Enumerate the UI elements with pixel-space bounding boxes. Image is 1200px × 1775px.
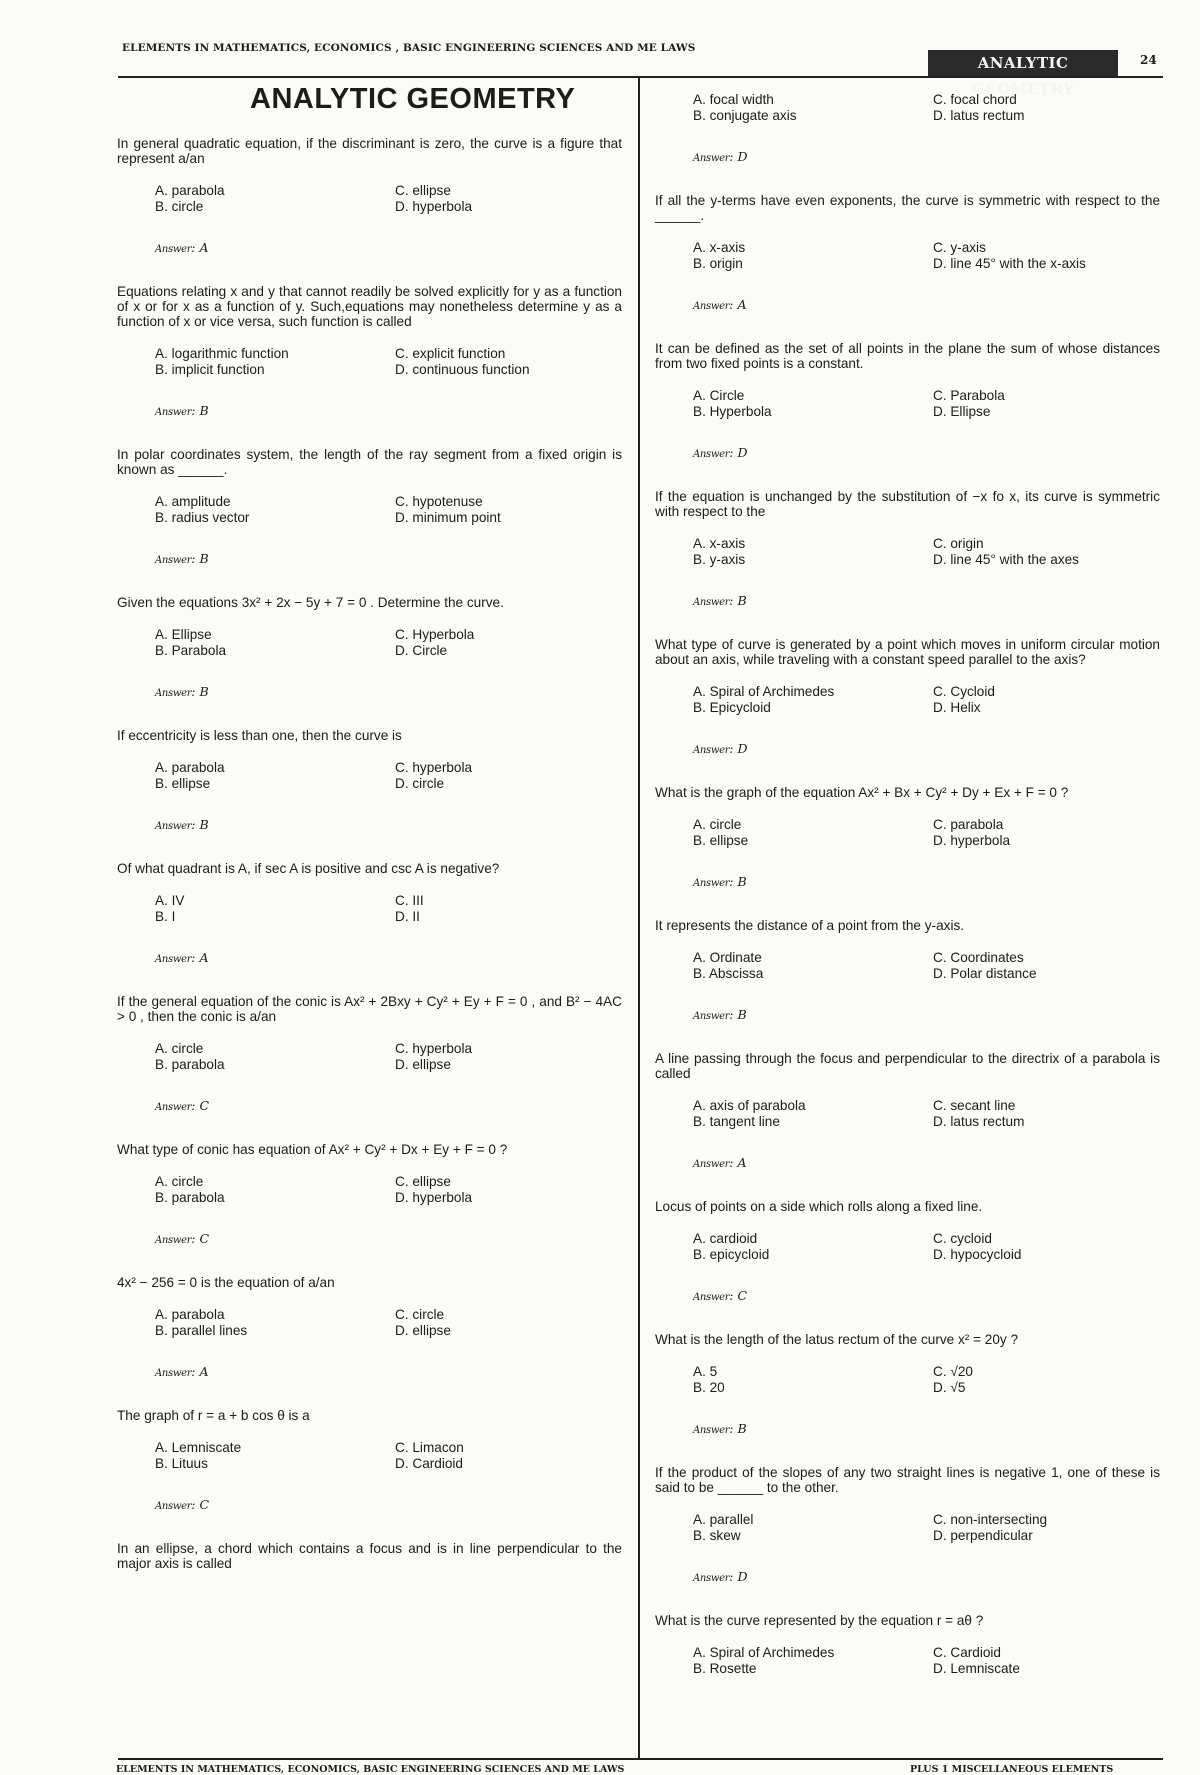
answer-separator: : bbox=[729, 1155, 738, 1170]
option-c: C. hyperbola bbox=[395, 1041, 473, 1056]
option-d: D. continuous function bbox=[395, 362, 530, 377]
question-text: In polar coordinates system, the length of the ray segment from a fixed origin is known as ______. bbox=[117, 447, 622, 477]
answer-line bbox=[693, 1422, 1160, 1438]
answer-separator: : bbox=[191, 684, 200, 699]
option-d: D. Circle bbox=[395, 643, 448, 658]
option-a: A. parabola bbox=[155, 1307, 225, 1322]
options-grid bbox=[117, 183, 622, 219]
answer-label: Answer bbox=[693, 1292, 730, 1303]
option-d: D. hypocycloid bbox=[933, 1247, 1022, 1262]
options-grid bbox=[117, 494, 622, 530]
option-a: A. focal width bbox=[693, 92, 774, 107]
answer-value: C bbox=[199, 1098, 210, 1113]
option-b: B. parabola bbox=[155, 1190, 225, 1205]
question-text: What type of curve is generated by a point which moves in uniform circular motion about an axis, while traveling with a constant speed parallel to the axis? bbox=[655, 637, 1160, 667]
options-grid bbox=[655, 536, 1160, 572]
option-d: D. line 45° with the x-axis bbox=[933, 256, 1086, 271]
answer-line bbox=[693, 1008, 1160, 1024]
page-number: 24 bbox=[1140, 53, 1157, 67]
answer-line bbox=[693, 150, 1160, 166]
option-d: D. minimum point bbox=[395, 510, 501, 525]
option-d: D. perpendicular bbox=[933, 1528, 1033, 1543]
option-a: A. axis of parabola bbox=[693, 1098, 806, 1113]
answer-separator: : bbox=[191, 1497, 200, 1512]
header-rule bbox=[118, 76, 1163, 78]
right-column bbox=[655, 92, 1160, 1703]
answer-line bbox=[155, 1232, 622, 1248]
answer-value: B bbox=[737, 874, 747, 889]
option-c: C. parabola bbox=[933, 817, 1004, 832]
option-a: A. Ordinate bbox=[693, 950, 762, 965]
option-d: D. Ellipse bbox=[933, 404, 991, 419]
answer-label: Answer bbox=[155, 688, 192, 699]
question-text: If the general equation of the conic is Ax² + 2Bxy + Cy² + Ey + F = 0 , and B² − 4AC > 0 , then the conic is a/an bbox=[117, 994, 622, 1024]
option-b: B. ellipse bbox=[155, 776, 211, 791]
option-a: A. IV bbox=[155, 893, 185, 908]
options-grid bbox=[655, 388, 1160, 424]
option-c: C. cycloid bbox=[933, 1231, 992, 1246]
question-block bbox=[117, 861, 622, 967]
answer-separator: : bbox=[729, 1569, 738, 1584]
answer-label: Answer bbox=[693, 1011, 730, 1022]
question-block bbox=[117, 1541, 622, 1571]
option-c: C. origin bbox=[933, 536, 984, 551]
answer-separator: : bbox=[729, 874, 738, 889]
option-b: B. parallel lines bbox=[155, 1323, 248, 1338]
option-d: D. Cardioid bbox=[395, 1456, 463, 1471]
answer-separator: : bbox=[729, 297, 738, 312]
option-d: D. hyperbola bbox=[933, 833, 1011, 848]
option-c: C. focal chord bbox=[933, 92, 1017, 107]
option-a: A. Lemniscate bbox=[155, 1440, 242, 1455]
option-a: A. x-axis bbox=[693, 240, 746, 255]
question-text: A line passing through the focus and perpendicular to the directrix of a parabola is called bbox=[655, 1051, 1160, 1081]
question-text: It represents the distance of a point from the y-axis. bbox=[655, 918, 965, 933]
question-text: In general quadratic equation, if the discriminant is zero, the curve is a figure that represent a/an bbox=[117, 136, 622, 166]
answer-line bbox=[155, 1099, 622, 1115]
options-grid bbox=[117, 1174, 622, 1210]
question-text: What is the length of the latus rectum of the curve x² = 20y ? bbox=[655, 1332, 1019, 1347]
question-text: If the equation is unchanged by the substitution of −x fo x, its curve is symmetric with respect to the bbox=[655, 489, 1160, 519]
option-b: B. ellipse bbox=[693, 833, 749, 848]
option-b: B. I bbox=[155, 909, 176, 924]
option-b: B. y-axis bbox=[693, 552, 746, 567]
question-text: Given the equations 3x² + 2x − 5y + 7 = 0 . Determine the curve. bbox=[117, 595, 504, 610]
option-c: C. circle bbox=[395, 1307, 445, 1322]
options-grid bbox=[117, 893, 622, 929]
answer-separator: : bbox=[191, 1364, 200, 1379]
option-a: A. x-axis bbox=[693, 536, 746, 551]
option-c: C. Cardioid bbox=[933, 1645, 1001, 1660]
answer-line bbox=[693, 742, 1160, 758]
question-text: What is the curve represented by the equation r = aθ ? bbox=[655, 1613, 984, 1628]
answer-line bbox=[155, 818, 622, 834]
answer-value: C bbox=[199, 1231, 210, 1246]
answer-separator: : bbox=[191, 1098, 200, 1113]
option-c: C. Cycloid bbox=[933, 684, 995, 699]
option-a: A. logarithmic function bbox=[155, 346, 289, 361]
answer-label: Answer bbox=[693, 449, 730, 460]
question-block bbox=[655, 918, 1160, 1024]
option-a: A. parallel bbox=[693, 1512, 754, 1527]
question-block bbox=[655, 785, 1160, 891]
answer-value: D bbox=[737, 445, 748, 460]
answer-label: Answer bbox=[155, 1368, 192, 1379]
answer-label: Answer bbox=[693, 745, 730, 756]
answer-line bbox=[693, 446, 1160, 462]
option-b: B. Hyperbola bbox=[693, 404, 772, 419]
book-title-header: ELEMENTS IN MATHEMATICS, ECONOMICS , BASIC ENGINEERING SCIENCES AND ME LAWS bbox=[122, 42, 696, 54]
option-b: B. Parabola bbox=[155, 643, 227, 658]
option-b: B. parabola bbox=[155, 1057, 225, 1072]
footer-section: PLUS 1 MISCELLANEOUS ELEMENTS bbox=[910, 1764, 1114, 1775]
question-block bbox=[117, 1275, 622, 1381]
answer-line bbox=[155, 1365, 622, 1381]
answer-value: A bbox=[199, 1364, 209, 1379]
option-d: D. latus rectum bbox=[933, 1114, 1025, 1129]
question-block bbox=[117, 447, 622, 568]
answer-separator: : bbox=[729, 1288, 738, 1303]
options-grid bbox=[655, 1231, 1160, 1267]
answer-value: A bbox=[737, 297, 747, 312]
option-c: C. Hyperbola bbox=[395, 627, 475, 642]
option-b: B. Rosette bbox=[693, 1661, 757, 1676]
options-grid bbox=[117, 1307, 622, 1343]
option-c: C. √20 bbox=[933, 1364, 973, 1379]
question-text: What type of conic has equation of Ax² + Cy² + Dx + Ey + F = 0 ? bbox=[117, 1142, 508, 1157]
option-d: D. circle bbox=[395, 776, 445, 791]
column-divider bbox=[638, 78, 640, 1758]
question-block bbox=[117, 595, 622, 701]
answer-label: Answer bbox=[693, 597, 730, 608]
answer-value: D bbox=[737, 1569, 748, 1584]
question-block bbox=[117, 994, 622, 1115]
options-grid bbox=[655, 950, 1160, 986]
answer-value: C bbox=[737, 1288, 748, 1303]
question-block bbox=[655, 1332, 1160, 1438]
answer-separator: : bbox=[729, 149, 738, 164]
option-c: C. non-intersecting bbox=[933, 1512, 1048, 1527]
answer-label: Answer bbox=[693, 1573, 730, 1584]
footer-book-title: ELEMENTS IN MATHEMATICS, ECONOMICS, BASIC ENGINEERING SCIENCES AND ME LAWS bbox=[116, 1764, 625, 1775]
answer-separator: : bbox=[729, 1007, 738, 1022]
options-grid bbox=[655, 1512, 1160, 1548]
options-grid bbox=[655, 240, 1160, 276]
answer-value: B bbox=[199, 817, 209, 832]
question-block bbox=[117, 1142, 622, 1248]
options-grid bbox=[117, 627, 622, 663]
question-block bbox=[655, 1465, 1160, 1586]
answer-label: Answer bbox=[693, 301, 730, 312]
option-a: A. parabola bbox=[155, 760, 225, 775]
option-b: B. Epicycloid bbox=[693, 700, 771, 715]
option-d: D. Helix bbox=[933, 700, 981, 715]
option-d: D. ellipse bbox=[395, 1323, 451, 1338]
option-c: C. ellipse bbox=[395, 183, 451, 198]
question-text: The graph of r = a + b cos θ is a bbox=[117, 1408, 310, 1423]
section-header: ANALYTIC GEOMETRY bbox=[928, 50, 1118, 76]
answer-value: D bbox=[737, 741, 748, 756]
answer-label: Answer bbox=[693, 1159, 730, 1170]
option-a: A. parabola bbox=[155, 183, 225, 198]
option-a: A. Spiral of Archimedes bbox=[693, 684, 835, 699]
question-text: If eccentricity is less than one, then the curve is bbox=[117, 728, 402, 743]
answer-line bbox=[155, 1498, 622, 1514]
option-c: C. III bbox=[395, 893, 424, 908]
options-grid bbox=[117, 760, 622, 796]
options-grid bbox=[655, 684, 1160, 720]
question-text: Of what quadrant is A, if sec A is positive and csc A is negative? bbox=[117, 861, 500, 876]
question-block bbox=[117, 284, 622, 420]
question-text: Equations relating x and y that cannot readily be solved explicitly for y as a function of x or for x as a function of y. Such,equations may nonetheless determine y as a function of x or vice versa, such function is called bbox=[117, 284, 622, 329]
option-b: B. skew bbox=[693, 1528, 741, 1543]
question-text: What is the graph of the equation Ax² + Bx + Cy² + Dy + Ex + F = 0 ? bbox=[655, 785, 1069, 800]
option-c: C. hyperbola bbox=[395, 760, 473, 775]
answer-value: A bbox=[199, 950, 209, 965]
option-b: B. radius vector bbox=[155, 510, 250, 525]
answer-line bbox=[155, 552, 622, 568]
answer-separator: : bbox=[191, 1231, 200, 1246]
question-block bbox=[655, 92, 1160, 166]
option-b: B. origin bbox=[693, 256, 743, 271]
answer-line bbox=[693, 1156, 1160, 1172]
option-a: A. circle bbox=[155, 1041, 204, 1056]
answer-value: B bbox=[737, 593, 747, 608]
option-d: D. hyperbola bbox=[395, 199, 473, 214]
option-c: C. explicit function bbox=[395, 346, 506, 361]
question-block bbox=[655, 1199, 1160, 1305]
option-b: B. circle bbox=[155, 199, 204, 214]
option-b: B. 20 bbox=[693, 1380, 725, 1395]
options-grid bbox=[117, 1440, 622, 1476]
options-grid bbox=[117, 346, 622, 382]
footer-rule bbox=[118, 1758, 1163, 1760]
question-block bbox=[655, 1613, 1160, 1681]
option-c: C. Parabola bbox=[933, 388, 1005, 403]
answer-label: Answer bbox=[155, 407, 192, 418]
options-grid bbox=[655, 1098, 1160, 1134]
answer-separator: : bbox=[191, 817, 200, 832]
option-a: A. Ellipse bbox=[155, 627, 212, 642]
answer-line bbox=[155, 951, 622, 967]
question-text: In an ellipse, a chord which contains a focus and is in line perpendicular to the major axis is called bbox=[117, 1541, 622, 1571]
answer-value: B bbox=[199, 403, 209, 418]
question-block bbox=[655, 637, 1160, 758]
option-d: D. latus rectum bbox=[933, 108, 1025, 123]
answer-separator: : bbox=[729, 1421, 738, 1436]
answer-line bbox=[693, 1570, 1160, 1586]
question-block bbox=[655, 489, 1160, 610]
option-d: D. √5 bbox=[933, 1380, 966, 1395]
answer-label: Answer bbox=[155, 1501, 192, 1512]
answer-separator: : bbox=[191, 950, 200, 965]
answer-separator: : bbox=[729, 741, 738, 756]
answer-value: B bbox=[737, 1421, 747, 1436]
option-d: D. Lemniscate bbox=[933, 1661, 1020, 1676]
answer-label: Answer bbox=[155, 1235, 192, 1246]
options-grid bbox=[655, 92, 1160, 128]
answer-line bbox=[155, 404, 622, 420]
answer-value: B bbox=[199, 551, 209, 566]
options-grid bbox=[655, 1645, 1160, 1681]
answer-value: A bbox=[737, 1155, 747, 1170]
answer-separator: : bbox=[729, 445, 738, 460]
answer-label: Answer bbox=[693, 153, 730, 164]
option-d: D. Polar distance bbox=[933, 966, 1037, 981]
options-grid bbox=[655, 1364, 1160, 1400]
option-a: A. circle bbox=[693, 817, 742, 832]
option-d: D. ellipse bbox=[395, 1057, 451, 1072]
option-a: A. amplitude bbox=[155, 494, 231, 509]
question-block bbox=[655, 193, 1160, 314]
answer-label: Answer bbox=[155, 555, 192, 566]
answer-value: C bbox=[199, 1497, 210, 1512]
option-b: B. Lituus bbox=[155, 1456, 208, 1471]
answer-label: Answer bbox=[155, 954, 192, 965]
option-c: C. hypotenuse bbox=[395, 494, 483, 509]
option-c: C. ellipse bbox=[395, 1174, 451, 1189]
answer-line bbox=[693, 594, 1160, 610]
question-block bbox=[117, 1408, 622, 1514]
answer-value: A bbox=[199, 240, 209, 255]
answer-label: Answer bbox=[693, 1425, 730, 1436]
option-a: A. Spiral of Archimedes bbox=[693, 1645, 835, 1660]
option-c: C. Limacon bbox=[395, 1440, 464, 1455]
question-block bbox=[117, 136, 622, 257]
options-grid bbox=[117, 1041, 622, 1077]
answer-label: Answer bbox=[155, 1102, 192, 1113]
answer-separator: : bbox=[191, 403, 200, 418]
question-block bbox=[117, 728, 622, 834]
option-a: A. cardioid bbox=[693, 1231, 758, 1246]
option-b: B. implicit function bbox=[155, 362, 265, 377]
question-text: If the product of the slopes of any two straight lines is negative 1, one of these is said to be ______ to the other. bbox=[655, 1465, 1160, 1495]
answer-value: D bbox=[737, 149, 748, 164]
question-block bbox=[655, 341, 1160, 462]
option-b: B. epicycloid bbox=[693, 1247, 770, 1262]
answer-value: B bbox=[737, 1007, 747, 1022]
option-d: D. line 45° with the axes bbox=[933, 552, 1079, 567]
answer-separator: : bbox=[191, 240, 200, 255]
answer-value: B bbox=[199, 684, 209, 699]
options-grid bbox=[655, 817, 1160, 853]
answer-label: Answer bbox=[155, 821, 192, 832]
option-a: A. 5 bbox=[693, 1364, 718, 1379]
answer-separator: : bbox=[191, 551, 200, 566]
question-text: It can be defined as the set of all points in the plane the sum of whose distances from two fixed points is a constant. bbox=[655, 341, 1160, 371]
option-b: B. tangent line bbox=[693, 1114, 780, 1129]
answer-line bbox=[693, 1289, 1160, 1305]
option-d: D. II bbox=[395, 909, 420, 924]
option-d: D. hyperbola bbox=[395, 1190, 473, 1205]
left-column bbox=[117, 136, 622, 1588]
answer-line bbox=[155, 685, 622, 701]
option-c: C. y-axis bbox=[933, 240, 986, 255]
question-text: 4x² − 256 = 0 is the equation of a/an bbox=[117, 1275, 335, 1290]
option-a: A. Circle bbox=[693, 388, 745, 403]
answer-label: Answer bbox=[155, 244, 192, 255]
answer-separator: : bbox=[729, 593, 738, 608]
question-text: If all the y-terms have even exponents, the curve is symmetric with respect to the ______. bbox=[655, 193, 1160, 223]
option-b: B. conjugate axis bbox=[693, 108, 797, 123]
option-b: B. Abscissa bbox=[693, 966, 764, 981]
option-c: C. Coordinates bbox=[933, 950, 1024, 965]
answer-line bbox=[693, 298, 1160, 314]
answer-line bbox=[693, 875, 1160, 891]
answer-label: Answer bbox=[693, 878, 730, 889]
question-block bbox=[655, 1051, 1160, 1172]
answer-line bbox=[155, 241, 622, 257]
option-a: A. circle bbox=[155, 1174, 204, 1189]
question-text: Locus of points on a side which rolls along a fixed line. bbox=[655, 1199, 983, 1214]
option-c: C. secant line bbox=[933, 1098, 1016, 1113]
page-title: ANALYTIC GEOMETRY bbox=[250, 83, 576, 115]
